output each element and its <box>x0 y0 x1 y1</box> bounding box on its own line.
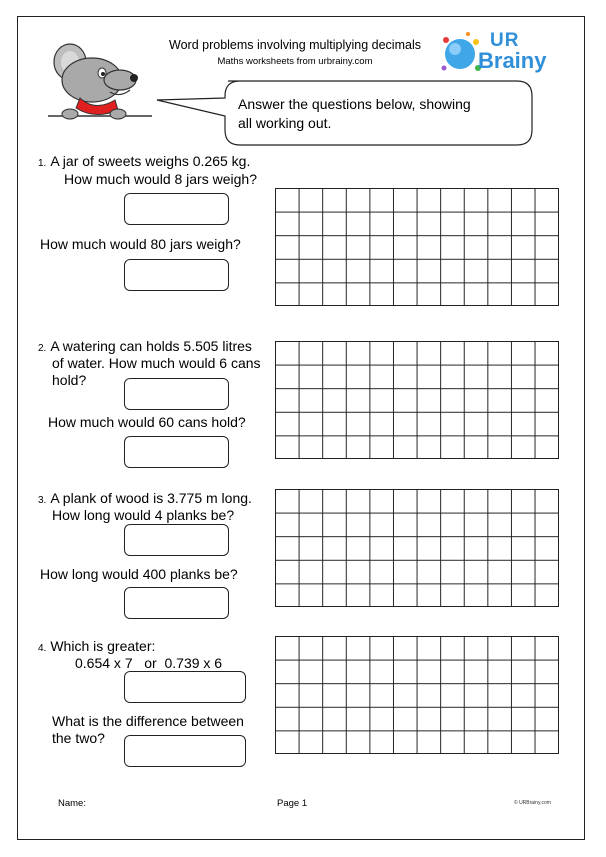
mouse-mascot-icon <box>40 40 160 126</box>
answer-box-4a[interactable] <box>124 671 246 703</box>
page-title: Word problems involving multiplying decimals <box>169 38 421 52</box>
copyright-text: © URBrainy.com <box>514 800 551 806</box>
answer-box-2b[interactable] <box>124 436 229 468</box>
question-3-followup: How long would 400 planks be? <box>40 566 238 582</box>
page-number: Page 1 <box>277 798 308 809</box>
question-3-line2: How long would 4 planks be? <box>52 507 235 523</box>
working-grid-4[interactable] <box>275 636 559 754</box>
answer-box-3a[interactable] <box>124 524 229 556</box>
answer-box-3b[interactable] <box>124 587 229 619</box>
working-grid-2[interactable] <box>275 341 559 459</box>
question-1-line2: How much would 8 jars weigh? <box>64 171 257 187</box>
page-subtitle: Maths worksheets from urbrainy.com <box>217 56 373 67</box>
answer-box-1b[interactable] <box>124 259 229 291</box>
question-4-followup-line1: What is the difference between <box>52 713 244 729</box>
question-4-followup-line2: the two? <box>52 730 105 746</box>
working-grid-3[interactable] <box>275 489 559 607</box>
question-3-text: 3. A plank of wood is 3.775 m long. <box>38 490 252 506</box>
answer-box-1a[interactable] <box>124 193 229 225</box>
question-2-text: 2. A watering can holds 5.505 litres <box>38 338 252 354</box>
answer-box-4b[interactable] <box>124 735 246 767</box>
question-2-followup: How much would 60 cans hold? <box>48 414 246 430</box>
question-2-line3: hold? <box>52 372 87 388</box>
question-4-text: 4. Which is greater: <box>38 638 156 654</box>
logo-text-brainy: Brainy <box>478 48 547 73</box>
working-grid-1[interactable] <box>275 188 559 306</box>
logo-text-ur: UR <box>490 30 520 51</box>
question-4-expressions: 0.654 x 7 or 0.739 x 6 <box>75 655 223 671</box>
question-1-followup: How much would 80 jars weigh? <box>40 236 241 252</box>
instruction-text: Answer the questions below, showing all working out. <box>238 96 471 131</box>
answer-box-2a[interactable] <box>124 378 229 410</box>
question-1-text: 1. A jar of sweets weighs 0.265 kg. <box>38 153 251 169</box>
name-label: Name: <box>58 798 86 809</box>
question-2-line2: of water. How much would 6 cans <box>52 355 261 371</box>
